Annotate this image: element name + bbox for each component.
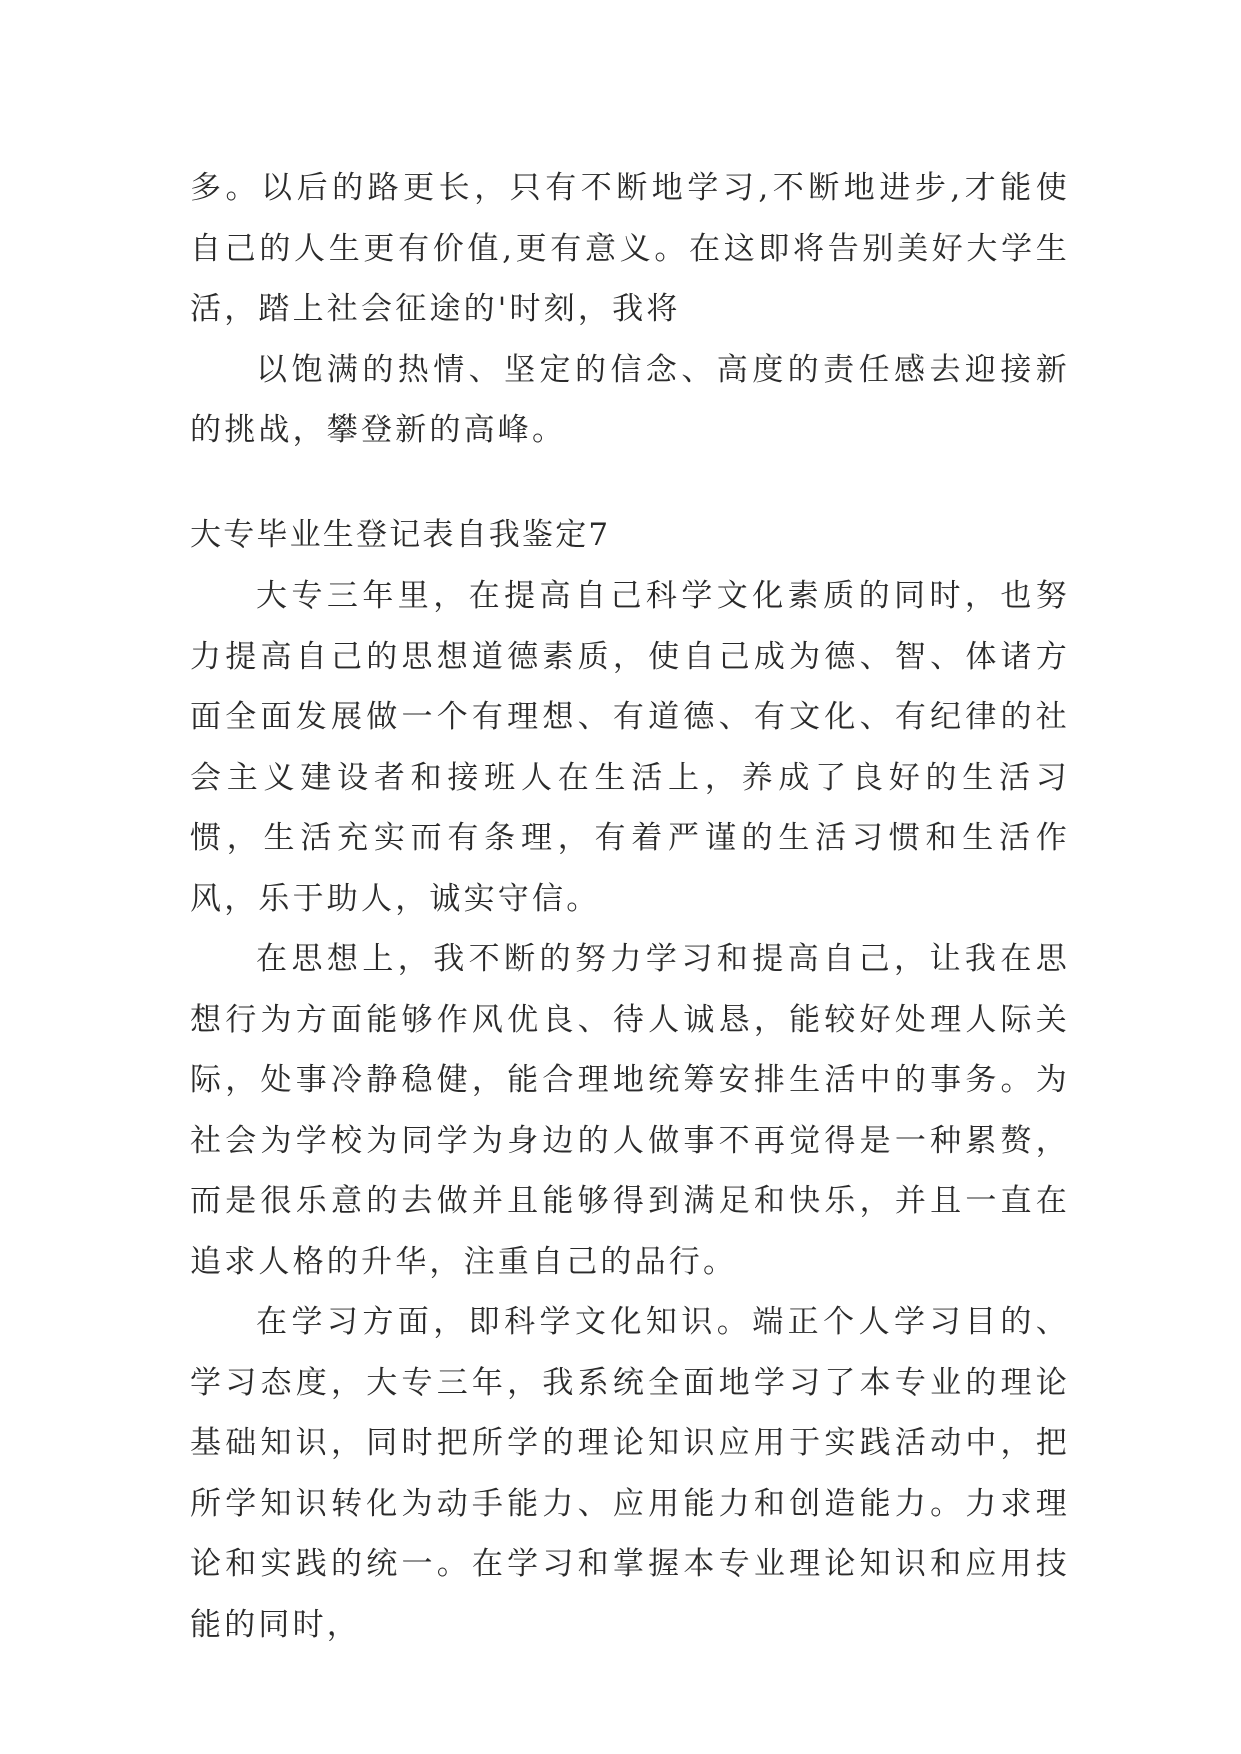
section-paragraph-3: 在学习方面，即科学文化知识。端正个人学习目的、学习态度，大专三年，我系统全面地学习了本专业的理论基础知识，同时把所学的理论知识应用于实践活动中，把所学知识转化为动手能力、应用能力和创造能力。力求理论和实践的统一。在学习和掌握本专业理论知识和应用技能的同时，	[190, 1304, 1070, 1643]
section-body	[190, 566, 1070, 1655]
section-paragraph-1: 大专三年里，在提高自己科学文化素质的同时，也努力提高自己的思想道德素质，使自己成为德、智、体诸方面全面发展做一个有理想、有道德、有文化、有纪律的社会主义建设者和接班人在生活上，养成了良好的生活习惯，生活充实而有条理，有着严谨的生活习惯和生活作风，乐于助人，诚实守信。	[190, 578, 1070, 917]
intro-text	[190, 158, 1070, 461]
section-paragraph-2: 在思想上，我不断的努力学习和提高自己，让我在思想行为方面能够作风优良、待人诚恳，能较好处理人际关际，处事冷静稳健，能合理地统筹安排生活中的事务。为社会为学校为同学为身边的人做事不再觉得是一种累赘，而是很乐意的去做并且能够得到满足和快乐，并且一直在追求人格的升华，注重自己的品行。	[190, 941, 1070, 1280]
section-title: 大专毕业生登记表自我鉴定7	[190, 517, 611, 553]
intro-paragraph-1: 多。以后的路更长，只有不断地学习,不断地进步,才能使自己的人生更有价值,更有意义。在这即将告别美好大学生活，踏上社会征途的'时刻，我将	[190, 170, 1070, 327]
intro-paragraph-2: 以饱满的热情、坚定的信念、高度的责任感去迎接新的挑战，攀登新的高峰。	[190, 351, 1070, 448]
